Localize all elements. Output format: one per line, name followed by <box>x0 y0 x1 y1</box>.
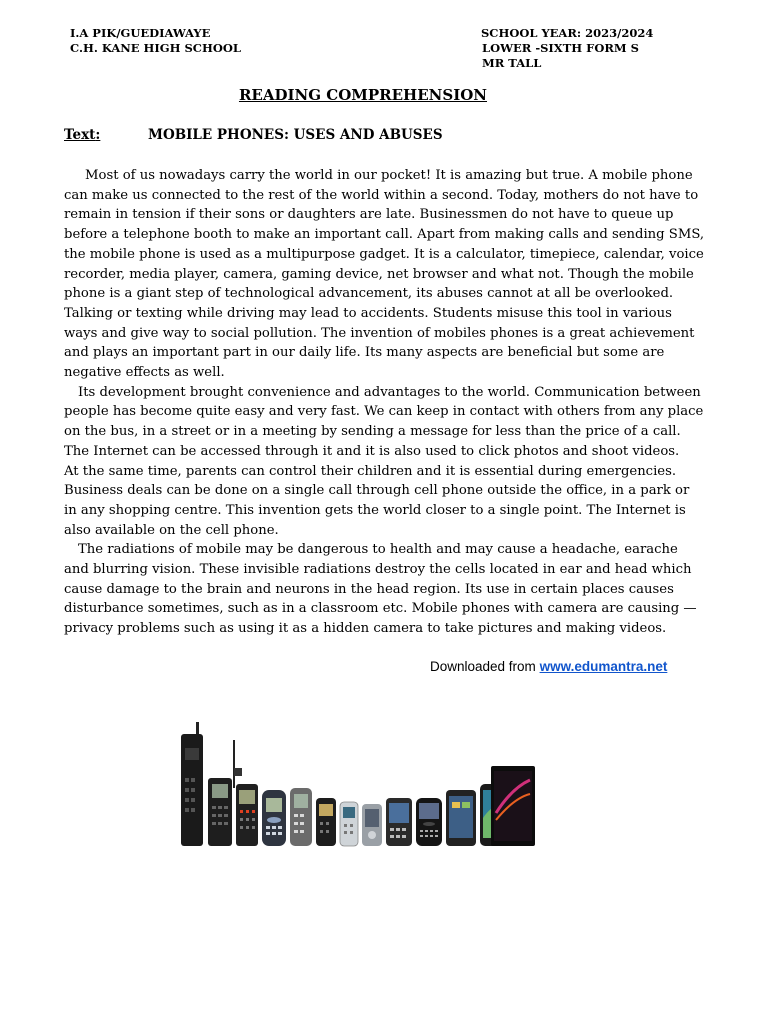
blackberry-phone-icon <box>416 798 442 846</box>
class-info <box>481 26 653 71</box>
download-prefix: Downloaded from <box>430 659 540 674</box>
antenna-phone-icon <box>233 740 258 846</box>
compact-phone-icon <box>316 798 336 846</box>
nokia-phone-icon <box>262 790 286 846</box>
text-subject <box>64 127 443 143</box>
phones-evolution-image <box>176 718 538 848</box>
paragraph: Its development brought convenience and advantages to the world. Communication between people has become quite easy and very fast. We can keep in contact with others from any place on the bus, in a street or in a meeting by sending a message for less than the price of a call. The Internet can be accessed through it and it is also used to click photos and shoot videos. <box>64 384 704 459</box>
text-label-word: Text <box>64 127 96 143</box>
candybar-phone-icon <box>208 778 232 846</box>
smartphone-keypad-icon <box>386 798 412 846</box>
download-note <box>430 659 667 674</box>
page-title: READING COMPREHENSION <box>238 86 488 104</box>
silver-phone-icon <box>290 788 312 846</box>
school-info <box>70 26 241 56</box>
touch-phone-icon <box>446 790 476 846</box>
slider-phone-icon <box>362 804 382 846</box>
paragraph: At the same time, parents can control their children and it is essential during emergencies. Business deals can be done on a single call through cell phone outside the office, in a park or in any shopping centre. This invention gets the world closer to a single point. The Internet is also available on the cell phone. <box>64 463 690 538</box>
school-name: C.H. KANE HIGH SCHOOL <box>70 41 241 55</box>
xperia-phone-icon <box>491 766 535 846</box>
brick-phone-icon <box>181 722 203 846</box>
text-label-colon: : <box>95 127 101 143</box>
text-label <box>64 127 148 143</box>
download-link[interactable]: www.edumantra.net <box>539 659 668 674</box>
paragraph: The radiations of mobile may be dangerous to health and may cause a headache, earache and blurring vision. These invisible radiations destroy the cells located in ear and head which cause damage to the brain and neurons in the head region. Its use in certain places causes disturbance sometimes, such as in a classroom etc. Mobile phones with camera are causing —privacy problems such as using it as a hidden camera to take pictures and making videos. <box>64 542 697 637</box>
teacher-name: MR TALL <box>482 56 542 70</box>
text-title: MOBILE PHONES: USES AND ABUSES <box>148 127 443 143</box>
paragraph: Most of us nowadays carry the world in our pocket! It is amazing but true. A mobile phone can make us connected to the rest of the world within a second. Today, mothers do not have to remain in tension if their sons or daughters are late. Businessmen do not have to queue up before a telephone booth to make an important call. Apart from making calls and sending SMS, the mobile phone is used as a multipurpose gadget. It is a calculator, timepiece, calendar, voice recorder, media player, camera, gaming device, net browser and what not. Though the mobile phone is a giant step of technological advancement, its abuses cannot at all be overlooked. Talking or texting while driving may lead to accidents. Students misuse this tool in various ways and give way to social pollution. The invention of mobiles phones is a great achievement and plays an important part in our daily life. Its many aspects are beneficial but some are negative effects as well. <box>64 168 705 381</box>
class-name: LOWER -SIXTH FORM S <box>482 41 639 55</box>
white-phone-icon <box>340 802 358 846</box>
academy-name: I.A PIK/GUEDIAWAYE <box>70 26 211 40</box>
passage <box>64 166 706 639</box>
school-year: SCHOOL YEAR: 2023/2024 <box>481 26 654 40</box>
